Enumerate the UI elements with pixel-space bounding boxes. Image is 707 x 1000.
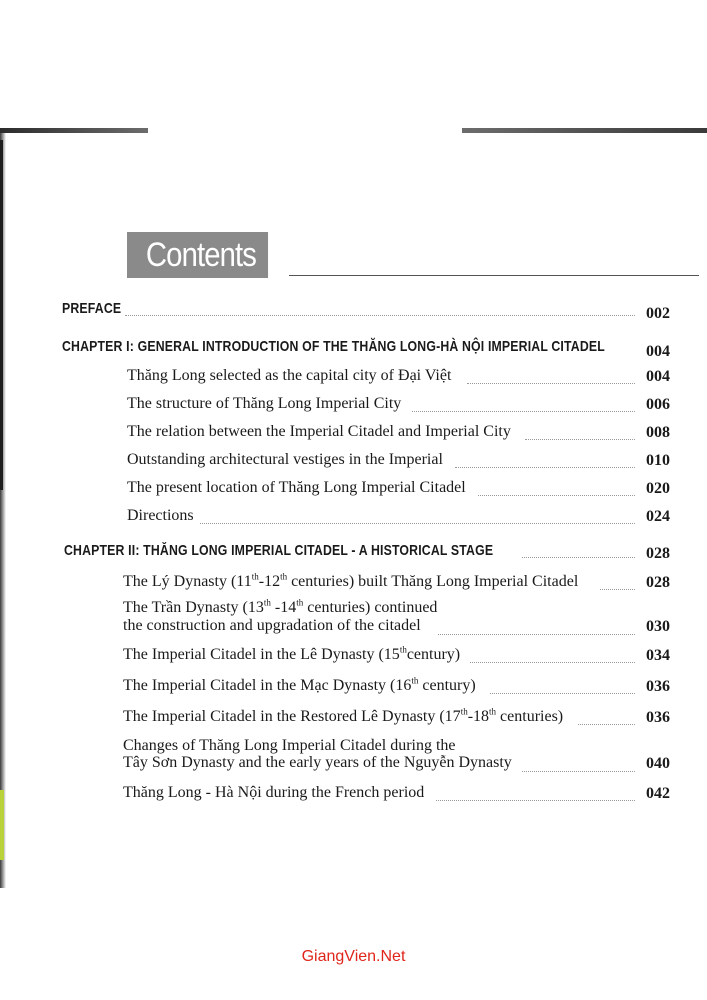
- toc-entry-label: The Lý Dynasty (11th-12th centuries) built Thăng Long Imperial Citadel: [123, 571, 579, 590]
- top-rule-right: [462, 128, 707, 133]
- toc-entry[interactable]: [0, 507, 707, 531]
- toc-entry[interactable]: [0, 599, 707, 639]
- dot-leader: [522, 556, 635, 558]
- toc-entry-label: The Imperial Citadel in the Mạc Dynasty (16th century): [123, 675, 476, 694]
- toc-entry-label: The Trần Dynasty (13th -14th centuries) continued: [123, 597, 438, 616]
- toc-entry-label: The relation between the Imperial Citadel and Imperial City: [127, 423, 511, 440]
- toc-entry[interactable]: [0, 573, 707, 597]
- toc-entry[interactable]: [0, 708, 707, 732]
- toc-entry-label: The Imperial Citadel in the Lê Dynasty (15thcentury): [123, 644, 461, 663]
- dot-leader: [467, 382, 635, 384]
- toc-preface[interactable]: [0, 298, 707, 322]
- dot-leader: [412, 410, 635, 412]
- dot-leader: [455, 466, 635, 468]
- toc-preface-page: 002: [646, 305, 670, 322]
- toc-entry[interactable]: [0, 677, 707, 701]
- toc-entry-page: 004: [646, 368, 670, 385]
- toc-entry[interactable]: [0, 451, 707, 475]
- toc-entry-label: Thăng Long - Hà Nội during the French period: [123, 784, 425, 801]
- dot-leader: [436, 799, 635, 801]
- toc-entry[interactable]: [0, 423, 707, 447]
- title-rule: [289, 275, 699, 276]
- toc-entry-page: 036: [646, 709, 670, 726]
- dot-leader: [578, 723, 635, 725]
- toc-entry[interactable]: [0, 395, 707, 419]
- toc-chapter-2-page: 028: [646, 545, 670, 562]
- toc-entry-page: 028: [646, 574, 670, 591]
- toc-entry[interactable]: [0, 479, 707, 503]
- dot-leader: [478, 494, 635, 496]
- toc-entry-label: The structure of Thăng Long Imperial City: [127, 395, 402, 412]
- toc-entry-label: The Imperial Citadel in the Restored Lê Dynasty (17th-18th centuries): [123, 706, 564, 725]
- toc-entry[interactable]: [0, 784, 707, 808]
- toc-entry[interactable]: [0, 737, 707, 777]
- toc-entry-page: 020: [646, 480, 670, 497]
- toc-chapter-2[interactable]: [0, 542, 707, 566]
- toc-entry-page: 030: [646, 618, 670, 635]
- dot-leader: [522, 770, 635, 772]
- toc-entry-page: 040: [646, 755, 670, 772]
- dot-leader: [200, 522, 635, 524]
- toc-entry[interactable]: [0, 646, 707, 670]
- toc-entry-page: 006: [646, 396, 670, 413]
- toc-entry-label: Changes of Thăng Long Imperial Citadel during the: [123, 737, 456, 754]
- toc-entry-page: 042: [646, 785, 670, 802]
- toc-entry-page: 024: [646, 508, 670, 525]
- toc-chapter-1-label: CHAPTER I: GENERAL INTRODUCTION OF THE THĂNG LONG-HÀ NỘI IMPERIAL CITADEL: [62, 338, 605, 355]
- toc-entry-page: 036: [646, 678, 670, 695]
- toc-entry-page: 034: [646, 647, 670, 664]
- toc-entry-page: 010: [646, 452, 670, 469]
- toc-chapter-2-label: CHAPTER II: THĂNG LONG IMPERIAL CITADEL - A HISTORICAL STAGE: [64, 542, 494, 559]
- watermark: GiangVien.Net: [301, 948, 406, 965]
- toc-chapter-1[interactable]: [0, 338, 707, 362]
- toc-entry-label: Thăng Long selected as the capital city of Đại Việt: [127, 367, 452, 384]
- toc-entry-page: 008: [646, 424, 670, 441]
- top-rule-left: [0, 128, 148, 133]
- toc-chapter-1-page: 004: [646, 343, 670, 360]
- toc-entry-label-line2: Tây Sơn Dynasty and the early years of the Nguyễn Dynasty: [123, 754, 512, 771]
- contents-title: Contents: [127, 232, 268, 278]
- toc-entry[interactable]: [0, 367, 707, 391]
- dot-leader: [525, 438, 635, 440]
- dot-leader: [125, 314, 635, 316]
- toc-entry-label: The present location of Thăng Long Imperial Citadel: [127, 479, 466, 496]
- dot-leader: [438, 633, 635, 635]
- toc-entry-label-line2: the construction and upgradation of the citadel: [123, 617, 421, 634]
- toc-entry-label: Directions: [127, 507, 194, 524]
- dot-leader: [490, 692, 635, 694]
- toc-preface-label: PREFACE: [62, 300, 122, 317]
- dot-leader: [600, 588, 635, 590]
- dot-leader: [470, 661, 635, 663]
- toc-entry-label: Outstanding architectural vestiges in the Imperial: [127, 451, 443, 468]
